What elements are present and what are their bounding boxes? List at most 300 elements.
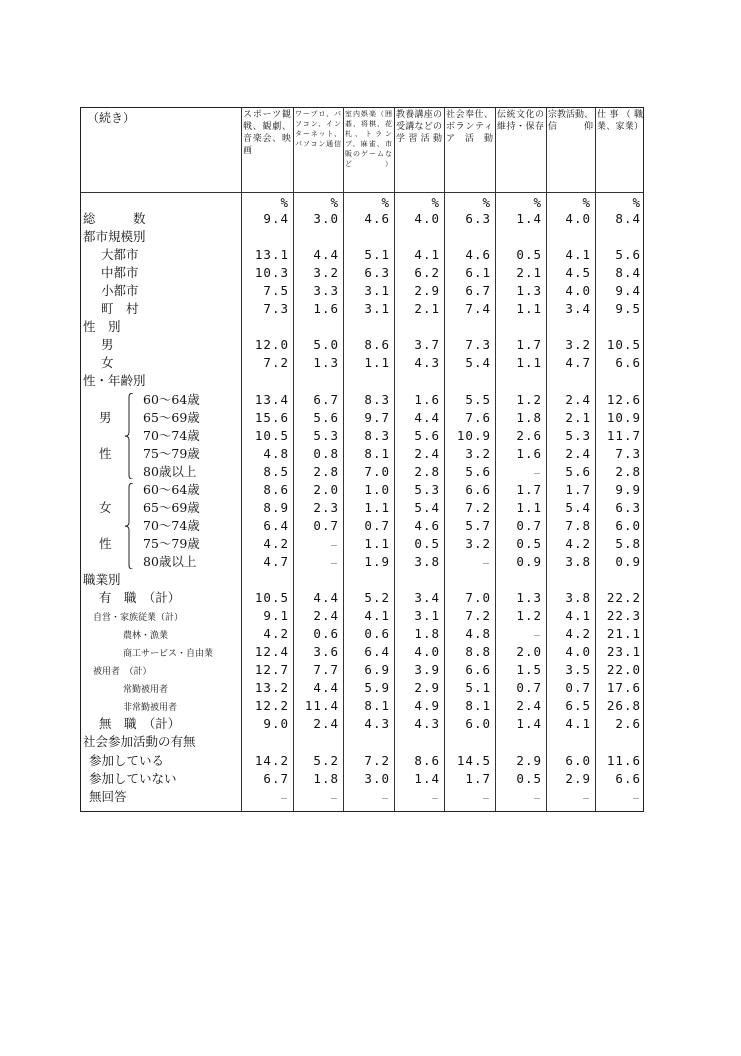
table-cell: 4.6 — [414, 517, 440, 533]
table-cell: 6.9 — [364, 662, 390, 678]
table-cell: 4.2 — [565, 535, 591, 551]
table-cell: 9.4 — [615, 283, 641, 299]
table-cell: 12.4 — [254, 644, 289, 660]
table-cell: 5.2 — [364, 590, 390, 606]
unit-label: % — [280, 195, 289, 210]
row-label: 70～74歳 — [143, 517, 200, 533]
row-label: 性 別 — [83, 319, 121, 335]
table-cell: 1.4 — [516, 716, 542, 732]
column-header: 宗教活動、信仰 — [548, 110, 593, 132]
row-label: 75～79歳 — [143, 535, 200, 551]
table-cell: 2.1 — [516, 265, 542, 281]
table-cell: － — [533, 468, 542, 478]
table-cell: 12.7 — [254, 662, 289, 678]
table-cell: 4.3 — [364, 716, 390, 732]
table-cell: 9.5 — [615, 301, 641, 317]
table-cell: 1.4 — [414, 770, 440, 786]
table-row — [81, 661, 643, 679]
row-label: 被用者 （計） — [93, 667, 152, 678]
table-cell: 1.3 — [516, 590, 542, 606]
table-cell: 6.5 — [565, 698, 591, 714]
table-cell: 4.1 — [565, 716, 591, 732]
table-cell: 6.0 — [465, 716, 491, 732]
table-cell: 5.4 — [565, 499, 591, 515]
column-header: 仕事（職業、家業） — [597, 110, 643, 132]
table-cell: 1.1 — [364, 499, 390, 515]
table-row — [81, 246, 643, 264]
table-cell: 0.5 — [516, 247, 542, 263]
corner-label: （続き） — [87, 111, 136, 125]
table-cell: 22.2 — [606, 590, 641, 606]
table-cell: 0.9 — [516, 553, 542, 569]
table-cell: － — [482, 558, 491, 568]
table-cell: 2.4 — [313, 716, 339, 732]
table-row — [81, 535, 643, 553]
unit-label: % — [533, 195, 542, 210]
table-cell: 26.8 — [606, 698, 641, 714]
table-cell: 1.5 — [516, 662, 542, 678]
table-cell: 1.9 — [364, 553, 390, 569]
table-cell: 14.5 — [456, 752, 491, 768]
column-header: ワープロ、パソコン、インターネット、パソコン通信 — [295, 110, 341, 148]
table-cell: 13.4 — [254, 391, 289, 407]
table-row — [81, 282, 643, 300]
row-label: 80歳以上 — [143, 463, 197, 479]
row-label: 参加している — [89, 752, 165, 768]
table-cell: 6.1 — [465, 265, 491, 281]
table-cell: 2.6 — [516, 427, 542, 443]
table-cell: 4.4 — [313, 590, 339, 606]
table-cell: 2.0 — [313, 481, 339, 497]
table-cell: 3.1 — [414, 608, 440, 624]
table-cell: 9.9 — [615, 481, 641, 497]
table-cell: 8.1 — [364, 445, 390, 461]
table-cell: 4.7 — [263, 553, 289, 569]
table-row — [81, 318, 643, 336]
table-row — [81, 697, 643, 715]
table-cell: 6.0 — [615, 517, 641, 533]
table-cell: 14.2 — [254, 752, 289, 768]
table-cell: 4.5 — [565, 265, 591, 281]
table-cell: 8.4 — [615, 211, 641, 226]
table-cell: 7.7 — [313, 662, 339, 678]
table-cell: 8.1 — [465, 698, 491, 714]
table-cell: 5.9 — [364, 680, 390, 696]
table-cell: 6.7 — [263, 770, 289, 786]
table-cell: 6.3 — [364, 265, 390, 281]
table-row — [81, 264, 643, 282]
table-cell: 4.3 — [414, 355, 440, 371]
row-label: 大都市 — [101, 247, 139, 263]
sex-group-label: 女 — [99, 499, 112, 515]
table-cell: 13.1 — [254, 247, 289, 263]
table-cell: 4.4 — [313, 247, 339, 263]
table-cell: 4.9 — [414, 698, 440, 714]
table-cell: 4.1 — [565, 247, 591, 263]
table-cell: 0.8 — [313, 445, 339, 461]
table-cell: 4.7 — [565, 355, 591, 371]
table-row — [81, 427, 643, 445]
row-label: 男 — [101, 337, 114, 353]
table-cell: 7.3 — [465, 337, 491, 353]
row-label: 60～64歳 — [143, 481, 200, 497]
table-cell: 5.4 — [465, 355, 491, 371]
table-cell: 3.8 — [565, 590, 591, 606]
table-cell: － — [330, 793, 339, 803]
table-cell: 8.6 — [364, 337, 390, 353]
table-cell: 4.1 — [414, 247, 440, 263]
table-cell: 7.5 — [263, 283, 289, 299]
table-cell: 4.2 — [263, 535, 289, 551]
table-cell: 4.6 — [465, 247, 491, 263]
table-cell: 3.0 — [313, 211, 339, 226]
table-cell: 4.8 — [263, 445, 289, 461]
table-cell: 7.2 — [364, 752, 390, 768]
table-cell: 21.1 — [606, 626, 641, 642]
row-label: 自営・家族従業（計） — [93, 613, 184, 624]
table-row — [81, 210, 643, 228]
table-cell: 7.2 — [465, 608, 491, 624]
table-cell: 1.4 — [516, 211, 542, 226]
table-cell: 22.3 — [606, 608, 641, 624]
table-cell: 6.0 — [565, 752, 591, 768]
table-cell: 3.1 — [364, 283, 390, 299]
unit-label: % — [381, 195, 390, 210]
table-cell: 2.4 — [516, 698, 542, 714]
table-cell: 2.8 — [615, 463, 641, 479]
row-label: 職業別 — [83, 572, 121, 587]
table-cell: 6.6 — [465, 662, 491, 678]
table-cell: 1.1 — [364, 535, 390, 551]
table-cell: 2.9 — [414, 283, 440, 299]
table-cell: － — [533, 631, 542, 641]
table-cell: 4.0 — [414, 211, 440, 226]
table-cell: 4.2 — [263, 626, 289, 642]
table-cell: 2.9 — [516, 752, 542, 768]
table-cell: 5.6 — [414, 427, 440, 443]
data-table — [80, 107, 644, 812]
table-cell: － — [330, 540, 339, 550]
table-cell: 8.6 — [263, 481, 289, 497]
table-cell: 8.3 — [364, 391, 390, 407]
table-cell: 6.4 — [263, 517, 289, 533]
table-cell: 7.2 — [263, 355, 289, 371]
table-cell: － — [533, 793, 542, 803]
table-cell: 1.1 — [516, 355, 542, 371]
row-label: 60～64歳 — [143, 391, 200, 407]
table-cell: 0.5 — [516, 535, 542, 551]
row-label: 75～79歳 — [143, 445, 200, 461]
table-cell: 3.4 — [414, 590, 440, 606]
table-row — [81, 625, 643, 643]
table-cell: 0.7 — [313, 517, 339, 533]
table-cell: 11.4 — [304, 698, 339, 714]
table-cell: 2.6 — [615, 716, 641, 732]
table-row — [81, 499, 643, 517]
table-row — [81, 228, 643, 246]
table-cell: 0.5 — [414, 535, 440, 551]
table-cell: － — [632, 793, 641, 803]
sex-group-label: 性 — [99, 535, 112, 551]
table-cell: 22.0 — [606, 662, 641, 678]
table-cell: 7.4 — [465, 301, 491, 317]
table-cell: 1.1 — [364, 355, 390, 371]
table-cell: 15.6 — [254, 409, 289, 425]
table-cell: 1.1 — [516, 499, 542, 515]
table-cell: 3.7 — [414, 337, 440, 353]
table-cell: 8.9 — [263, 499, 289, 515]
table-cell: 11.7 — [606, 427, 641, 443]
table-cell: 10.9 — [606, 409, 641, 425]
table-cell: 4.0 — [565, 211, 591, 226]
table-cell: 4.1 — [364, 608, 390, 624]
table-cell: 7.8 — [565, 517, 591, 533]
table-row — [81, 752, 643, 770]
table-cell: 3.0 — [364, 770, 390, 786]
table-cell: 6.7 — [465, 283, 491, 299]
table-cell: 9.4 — [263, 211, 289, 226]
table-cell: 9.1 — [263, 608, 289, 624]
row-label: 総 数 — [83, 211, 146, 226]
row-label: 有 職 （計） — [99, 590, 181, 606]
row-label: 非常勤被用者 — [123, 703, 178, 714]
table-cell: 0.6 — [313, 626, 339, 642]
table-cell: 2.9 — [414, 680, 440, 696]
table-row — [81, 553, 643, 571]
table-cell: 3.4 — [565, 301, 591, 317]
table-cell: 2.4 — [565, 391, 591, 407]
table-cell: 8.8 — [465, 644, 491, 660]
table-cell: 13.2 — [254, 680, 289, 696]
table-cell: 8.4 — [615, 265, 641, 281]
table-cell: 5.8 — [615, 535, 641, 551]
group-brace — [123, 483, 135, 569]
table-cell: 0.7 — [364, 517, 390, 533]
row-label: 小都市 — [101, 283, 139, 299]
table-row — [81, 300, 643, 318]
row-label: 中都市 — [101, 265, 139, 281]
table-cell: 10.3 — [254, 265, 289, 281]
sex-group-label: 性 — [99, 445, 112, 461]
row-label: 常勤被用者 — [123, 685, 169, 696]
table-cell: 4.8 — [465, 626, 491, 642]
table-cell: 2.4 — [565, 445, 591, 461]
table-cell: 2.0 — [516, 644, 542, 660]
table-cell: 4.1 — [565, 608, 591, 624]
table-cell: 6.6 — [465, 481, 491, 497]
table-cell: 10.5 — [606, 337, 641, 353]
row-label: 都市規模別 — [83, 229, 146, 245]
table-cell: 4.0 — [414, 644, 440, 660]
table-cell: 4.4 — [414, 409, 440, 425]
table-cell: 7.2 — [465, 499, 491, 515]
unit-label: % — [582, 195, 591, 210]
row-label: 80歳以上 — [143, 553, 197, 569]
table-cell: 5.3 — [414, 481, 440, 497]
table-cell: 6.3 — [465, 211, 491, 226]
table-cell: 0.7 — [516, 517, 542, 533]
table-cell: 9.0 — [263, 716, 289, 732]
table-cell: 2.4 — [414, 445, 440, 461]
table-cell: 3.8 — [565, 553, 591, 569]
table-cell: 6.6 — [615, 355, 641, 371]
table-cell: 10.9 — [456, 427, 491, 443]
table-row — [81, 481, 643, 499]
table-cell: 3.6 — [313, 644, 339, 660]
table-cell: 1.3 — [313, 355, 339, 371]
table-cell: 0.7 — [516, 680, 542, 696]
row-label: 無 職 （計） — [99, 716, 181, 732]
table-cell: － — [280, 793, 289, 803]
table-row — [81, 391, 643, 409]
table-row — [81, 517, 643, 535]
table-cell: 1.8 — [414, 626, 440, 642]
table-row — [81, 445, 643, 463]
table-cell: 10.5 — [254, 590, 289, 606]
table-cell: 5.6 — [465, 463, 491, 479]
table-cell: 12.6 — [606, 391, 641, 407]
row-label: 商工サービス・自由業 — [123, 649, 214, 660]
column-header: 社会奉仕、ボランティア活動 — [446, 110, 493, 144]
table-cell: 2.1 — [565, 409, 591, 425]
table-row — [81, 643, 643, 661]
table-cell: 1.7 — [565, 481, 591, 497]
table-cell: 1.7 — [465, 770, 491, 786]
table-cell: 5.1 — [465, 680, 491, 696]
row-label: 参加していない — [89, 770, 177, 786]
table-cell: 5.1 — [364, 247, 390, 263]
table-cell: 5.4 — [414, 499, 440, 515]
table-row — [81, 733, 643, 751]
table-cell: 2.9 — [565, 770, 591, 786]
header-divider — [81, 192, 643, 193]
table-cell: 7.0 — [364, 463, 390, 479]
table-cell: 2.3 — [313, 499, 339, 515]
table-cell: 5.6 — [313, 409, 339, 425]
table-cell: 5.6 — [615, 247, 641, 263]
table-cell: 1.6 — [414, 391, 440, 407]
table-cell: 6.3 — [615, 499, 641, 515]
table-cell: 1.3 — [516, 283, 542, 299]
table-cell: 3.2 — [465, 535, 491, 551]
table-cell: 1.7 — [516, 481, 542, 497]
table-row — [81, 372, 643, 390]
table-cell: 4.4 — [313, 680, 339, 696]
table-cell: 6.7 — [313, 391, 339, 407]
table-cell: 2.4 — [313, 608, 339, 624]
table-cell: 17.6 — [606, 680, 641, 696]
unit-label: % — [482, 195, 491, 210]
table-cell: 5.7 — [465, 517, 491, 533]
table-cell: － — [330, 558, 339, 568]
row-label: 65～69歳 — [143, 409, 200, 425]
table-cell: 1.8 — [313, 770, 339, 786]
table-cell: 1.1 — [516, 301, 542, 317]
table-cell: 2.8 — [414, 463, 440, 479]
table-cell: 1.2 — [516, 608, 542, 624]
table-cell: － — [381, 793, 390, 803]
row-label: 女 — [101, 355, 114, 371]
table-cell: 1.6 — [516, 445, 542, 461]
row-label: 町 村 — [101, 301, 139, 317]
table-cell: 4.2 — [565, 626, 591, 642]
table-cell: 3.8 — [414, 553, 440, 569]
table-cell: 1.0 — [364, 481, 390, 497]
table-cell: 12.2 — [254, 698, 289, 714]
table-cell: 1.8 — [516, 409, 542, 425]
table-row — [81, 336, 643, 354]
column-header: 伝統文化の維持・保存 — [497, 110, 544, 132]
table-cell: 3.3 — [313, 283, 339, 299]
table-row — [81, 354, 643, 372]
row-label: 社会参加活動の有無 — [83, 734, 196, 750]
table-cell: 8.1 — [364, 698, 390, 714]
column-header: 室内娯楽（囲碁、将棋、花札、トランプ、麻雀、市販のゲームなど） — [345, 110, 392, 168]
table-cell: 4.0 — [565, 283, 591, 299]
table-cell: 9.7 — [364, 409, 390, 425]
column-header: 教養講座の受講などの学習活動 — [396, 110, 442, 144]
table-cell: － — [582, 793, 591, 803]
table-cell: 1.2 — [516, 391, 542, 407]
row-label: 性・年齢別 — [83, 373, 146, 389]
group-brace — [123, 393, 135, 479]
table-cell: 7.3 — [263, 301, 289, 317]
table-cell: 3.1 — [364, 301, 390, 317]
table-cell: 5.2 — [313, 752, 339, 768]
row-label: 農林・漁業 — [123, 631, 169, 642]
table-cell: 8.3 — [364, 427, 390, 443]
table-cell: 4.3 — [414, 716, 440, 732]
table-cell: 2.8 — [313, 463, 339, 479]
table-cell: 7.3 — [615, 445, 641, 461]
table-cell: 4.6 — [364, 211, 390, 226]
unit-label: % — [431, 195, 440, 210]
table-row — [81, 409, 643, 427]
table-cell: 7.0 — [465, 590, 491, 606]
sex-group-label: 男 — [99, 409, 112, 425]
table-cell: 5.6 — [565, 463, 591, 479]
table-row — [81, 463, 643, 481]
table-cell: 3.2 — [313, 265, 339, 281]
unit-label: % — [632, 195, 641, 210]
table-row — [81, 571, 643, 589]
table-cell: 10.5 — [254, 427, 289, 443]
table-cell: 5.3 — [313, 427, 339, 443]
table-cell: 12.0 — [254, 337, 289, 353]
table-row — [81, 679, 643, 697]
table-cell: 6.4 — [364, 644, 390, 660]
table-cell: 3.2 — [565, 337, 591, 353]
table-row — [81, 770, 643, 788]
table-cell: 5.3 — [565, 427, 591, 443]
table-cell: 6.2 — [414, 265, 440, 281]
table-cell: 8.6 — [414, 752, 440, 768]
table-cell: 5.5 — [465, 391, 491, 407]
table-cell: 4.0 — [565, 644, 591, 660]
table-cell: 3.5 — [565, 662, 591, 678]
column-header: スポーツ観戦、観劇、音楽会、映画 — [243, 110, 291, 156]
table-cell: 6.6 — [615, 770, 641, 786]
table-cell: － — [431, 793, 440, 803]
table-cell: 1.7 — [516, 337, 542, 353]
table-cell: 0.9 — [615, 553, 641, 569]
table-cell: 1.6 — [313, 301, 339, 317]
table-cell: 0.5 — [516, 770, 542, 786]
table-cell: 3.2 — [465, 445, 491, 461]
table-row — [81, 589, 643, 607]
table-cell: 5.0 — [313, 337, 339, 353]
row-label: 無回答 — [89, 788, 127, 804]
